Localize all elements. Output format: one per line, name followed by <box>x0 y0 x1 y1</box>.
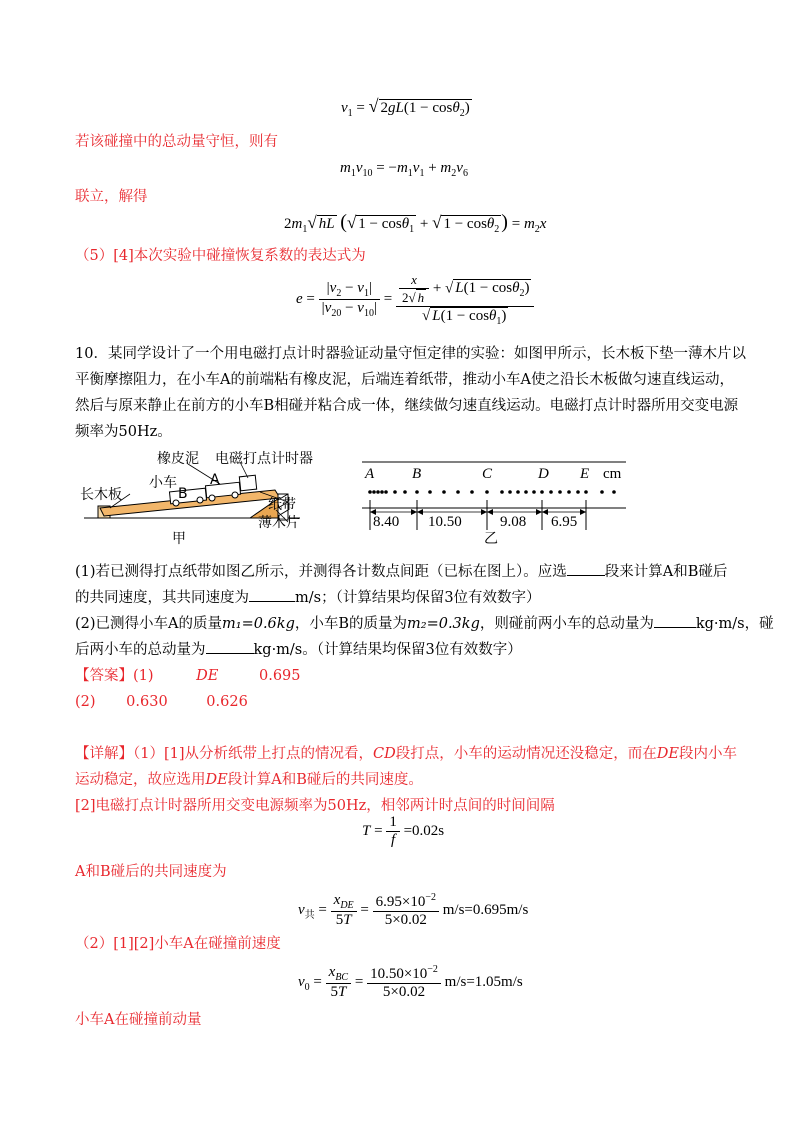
tape-dot <box>576 490 580 494</box>
label-putty: 橡皮泥 <box>157 451 199 467</box>
answer-blank-4[interactable] <box>206 639 254 654</box>
tape-distance-bc: 10.50 <box>428 514 462 530</box>
answer-blank-3[interactable] <box>654 613 696 628</box>
caption-jia: 甲 <box>172 531 186 547</box>
solution-text-momentum: 若该碰撞中的总动量守恒，则有 <box>75 134 278 150</box>
tape-dot <box>508 490 512 494</box>
formula-period: T = $\frac{1}{f}$ =0.02s <box>362 814 445 848</box>
tape-dot <box>442 490 446 494</box>
detail-line-1: 【详解】（1）[1]从分析纸带上打点的情况看，CD段打点，小车的运动情况还没稳定，而在DE段内小车 <box>75 746 737 762</box>
tape-point-a: A <box>365 466 375 482</box>
tape-distance-ab: 8.40 <box>373 514 400 530</box>
solution-text-restitution: （5）[4]本次实验中碰撞恢复系数的表达式为 <box>75 248 366 264</box>
tape-dot <box>600 490 604 494</box>
answer-line-1: 【答案】(1) DE 0.695 <box>75 668 301 684</box>
tape-dot <box>376 490 380 494</box>
question-stem-line-3: 然后与原来静止在前方的小车B相碰并粘合成一体，继续做匀速直线运动。电磁打点计时器所用交变电源 <box>75 398 739 414</box>
tape-dot <box>403 490 407 494</box>
tape-point-c: C <box>482 466 493 482</box>
formula-momentum: $m_1v_{10} = -m_1v_1 + m_2v_6$ <box>340 160 468 179</box>
detail-line-5: （2）[1][2]小车A在碰撞前速度 <box>75 936 281 952</box>
tape-dot <box>380 490 384 494</box>
label-timer: 电磁打点计时器 <box>215 451 313 467</box>
tape-dot <box>456 490 460 494</box>
solution-text-combine: 联立，解得 <box>75 189 148 205</box>
tape-dot <box>549 490 553 494</box>
tape-dot <box>372 490 376 494</box>
detail-line-2: 运动稳定，故应选用DE段计算A和B碰后的共同速度。 <box>75 772 423 788</box>
tape-point-e: E <box>580 466 590 482</box>
detail-line-3: [2]电磁打点计时器所用交变电源频率为50Hz，相邻两计时点间的时间间隔 <box>75 798 555 814</box>
label-car-a: A <box>210 472 220 488</box>
question-stem-line-1: 10．某同学设计了一个用电磁打点计时器验证动量守恒定律的实验：如图甲所示，长木板下垫一薄木片以 <box>75 346 746 362</box>
tape-dot <box>393 490 397 494</box>
tape-dot <box>500 490 504 494</box>
detail-line-4: A和B碰后的共同速度为 <box>75 864 227 880</box>
tape-dot <box>524 490 528 494</box>
tape-dot <box>567 490 571 494</box>
question-part-2-line-2: 后两小车的总动量为 kg·m/s。（计算结果均保留3位有效数字） <box>75 636 522 664</box>
tape-dot <box>540 490 544 494</box>
formula-initial-velocity: $v_0$ = $\frac{x_{BC}}{5T}$ = $\frac{10.50\times 10^{-2}}{5\times 0.02}$ m/s=1.05m/s <box>298 964 523 1000</box>
label-car: 小车 <box>149 475 177 491</box>
answer-blank-1[interactable] <box>567 561 605 576</box>
tape-dot <box>428 490 432 494</box>
caption-yi: 乙 <box>484 531 498 547</box>
label-board: 长木板 <box>80 487 122 503</box>
label-car-b: B <box>178 486 188 502</box>
tape-dot <box>368 490 372 494</box>
tape-point-b: B <box>412 466 422 482</box>
question-stem-line-4: 频率为50Hz。 <box>75 424 172 440</box>
question-part-1-line-1: (1)若已测得打点纸带如图乙所示，并测得各计数点间距（已标在图上）。应选 段来计算A和B碰后 <box>75 558 727 586</box>
tape-dot <box>532 490 536 494</box>
tape-dot <box>485 490 489 494</box>
answer-line-2: (2) 0.630 0.626 <box>75 694 248 710</box>
tape-point-d: D <box>538 466 549 482</box>
tape-dot <box>612 490 616 494</box>
formula-v1: $v_1$ = √ 2gL(1 − cosθ$_2$) <box>341 96 470 119</box>
question-part-2-line-1: (2)已测得小车A的质量m₁=0.6kg，小车B的质量为m₂=0.3kg，则碰前两小车的总动量为 kg·m/s，碰 <box>75 610 774 638</box>
tape-dot <box>516 490 520 494</box>
formula-restitution: e = $\frac{|v_2 - v_1|}{|v_{20} - v_{10}|}$ = $\frac{x}{2√ h}$ + √ L(1 − cosθ$_2$) √ L(1 − cosθ$_1$) <box>296 272 534 327</box>
tape-unit: cm <box>603 466 622 482</box>
tape-dot <box>558 490 562 494</box>
tape-dot <box>584 490 588 494</box>
formula-joint: $2m_1√$ hL (√ 1 − cosθ$_1$ + √ 1 − cosθ$_2$ ) = $m_2x$ <box>284 211 547 235</box>
tape-distance-cd: 9.08 <box>500 514 527 530</box>
detail-line-6: 小车A在碰撞前动量 <box>75 1012 202 1028</box>
tape-dot <box>470 490 474 494</box>
label-wedge: 薄木片 <box>258 515 300 531</box>
tape-distance-de: 6.95 <box>551 514 578 530</box>
tape-dot <box>415 490 419 494</box>
tape-dot <box>384 490 388 494</box>
label-tape: 纸带 <box>268 497 296 513</box>
question-part-1-line-2: 的共同速度，其共同速度为 m/s；（计算结果均保留3位有效数字） <box>75 584 541 612</box>
question-stem-line-2: 平衡摩擦阻力，在小车A的前端粘有橡皮泥，后端连着纸带，推动小车A使之沿长木板做匀速直线运动， <box>75 372 734 388</box>
formula-common-velocity: $v_共$ = $\frac{x_{DE}}{5T}$ = $\frac{6.95\times 10^{-2}}{5\times 0.02}$ m/s=0.695m/s <box>298 892 529 928</box>
answer-blank-2[interactable] <box>249 587 295 602</box>
